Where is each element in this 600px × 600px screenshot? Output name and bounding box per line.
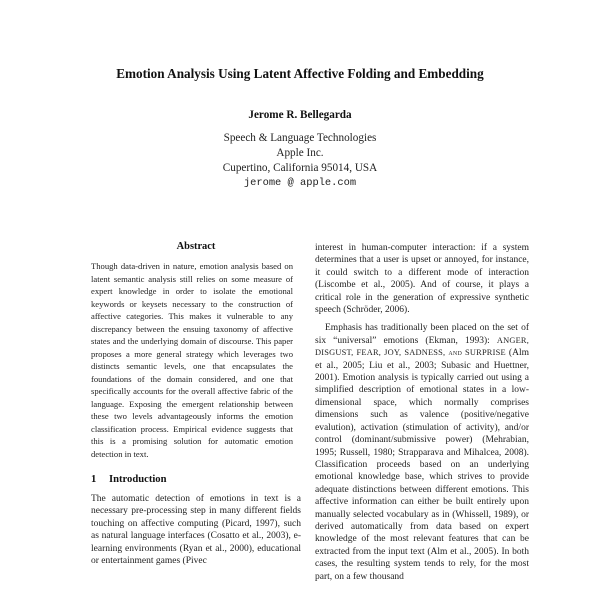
introduction-text: The automatic detection of emotions in text is a necessary pre-processing step in many different fields touching on affective computing (Picard, 1997), such as natural language interfaces (Cosatto et al., 2003), e-learning environments (Ryan et al., 2000), educational or entertainment games (Pivec: [91, 494, 301, 567]
section-title: Introduction: [109, 474, 167, 485]
paper-title: Emotion Analysis Using Latent Affective Folding and Embedding: [116, 66, 484, 81]
affiliation-org: Apple Inc.: [276, 147, 324, 159]
right-paragraph-1: interest in human-computer interaction: if a system determines that a user is upset or annoyed, for instance, it could switch to a different mode of interaction (Liscombe et al., 2005). And of course, it plays a critical role in the generation of expressive synthetic speech (Schröder, 2006).: [315, 243, 529, 316]
author-email: jerome @ apple.com: [243, 177, 357, 189]
section-heading-introduction: [91, 474, 301, 485]
affiliation-block: [0, 131, 600, 191]
p2-before: Emphasis has traditionally been placed on the set of six “universal” emotions (Ekman, 1993):: [315, 323, 529, 346]
left-column: [91, 241, 301, 567]
emotion-list: ANGER, DISGUST, FEAR, JOY, SADNESS, and SURPRISE: [315, 335, 529, 358]
author-name: Jerome R. Bellegarda: [248, 109, 352, 121]
affiliation-address: Cupertino, California 95014, USA: [222, 162, 378, 174]
affiliation-dept: Speech & Language Technologies: [223, 132, 377, 144]
section-number: 1: [91, 474, 97, 485]
right-paragraph-2: [315, 322, 529, 583]
right-column: [315, 242, 529, 583]
abstract-heading: Abstract: [176, 241, 216, 252]
abstract-text: Though data-driven in nature, emotion analysis based on latent semantic analysis still relies on some measure of expert knowledge in order to isolate the emotional keywords or keysets necessary to the construction of affective categories. This makes it vulnerable to any discrepancy between the ensuing taxonomy of affective states and the underlying domain of discourse. This paper proposes a more general strategy which leverages two distincts semantic levels, one that encapsulates the foundations of the domain considered, and one that specifically accounts for the overall affective fabric of the language. Exposing the emergent relationship between these two levels advantageously informs the emotion classification process. Empirical evidence suggests that this is a promising solution for automatic emotion detection in text.: [91, 261, 293, 459]
p2-after: (Alm et al., 2005; Liu et al., 2003; Subasic and Huettner, 2001). Emotion analysis is typically carried out using a simplified description of emotional states in a low-dimensional space, which normally comprises dimensions such as valence (positive/negative evalution), activation (stimulation of activity), and/or control (dominant/submissive power) (Mehrabian, 1995; Russell, 1980; Strapparava and Mihalcea, 2008). Classification proceeds based on an underlying emotional knowledge base, which strives to provide adequate distinctions between different emotions. This affective information can either be built entirely upon manually selected vocabulary as in (Whissell, 1989), or derived automatically from data based on expert knowledge of the most relevant features that can be extracted from the input text (Alm et al., 2005). In both cases, the resulting system tends to rely, for the most part, on a few thousand: [315, 348, 529, 582]
